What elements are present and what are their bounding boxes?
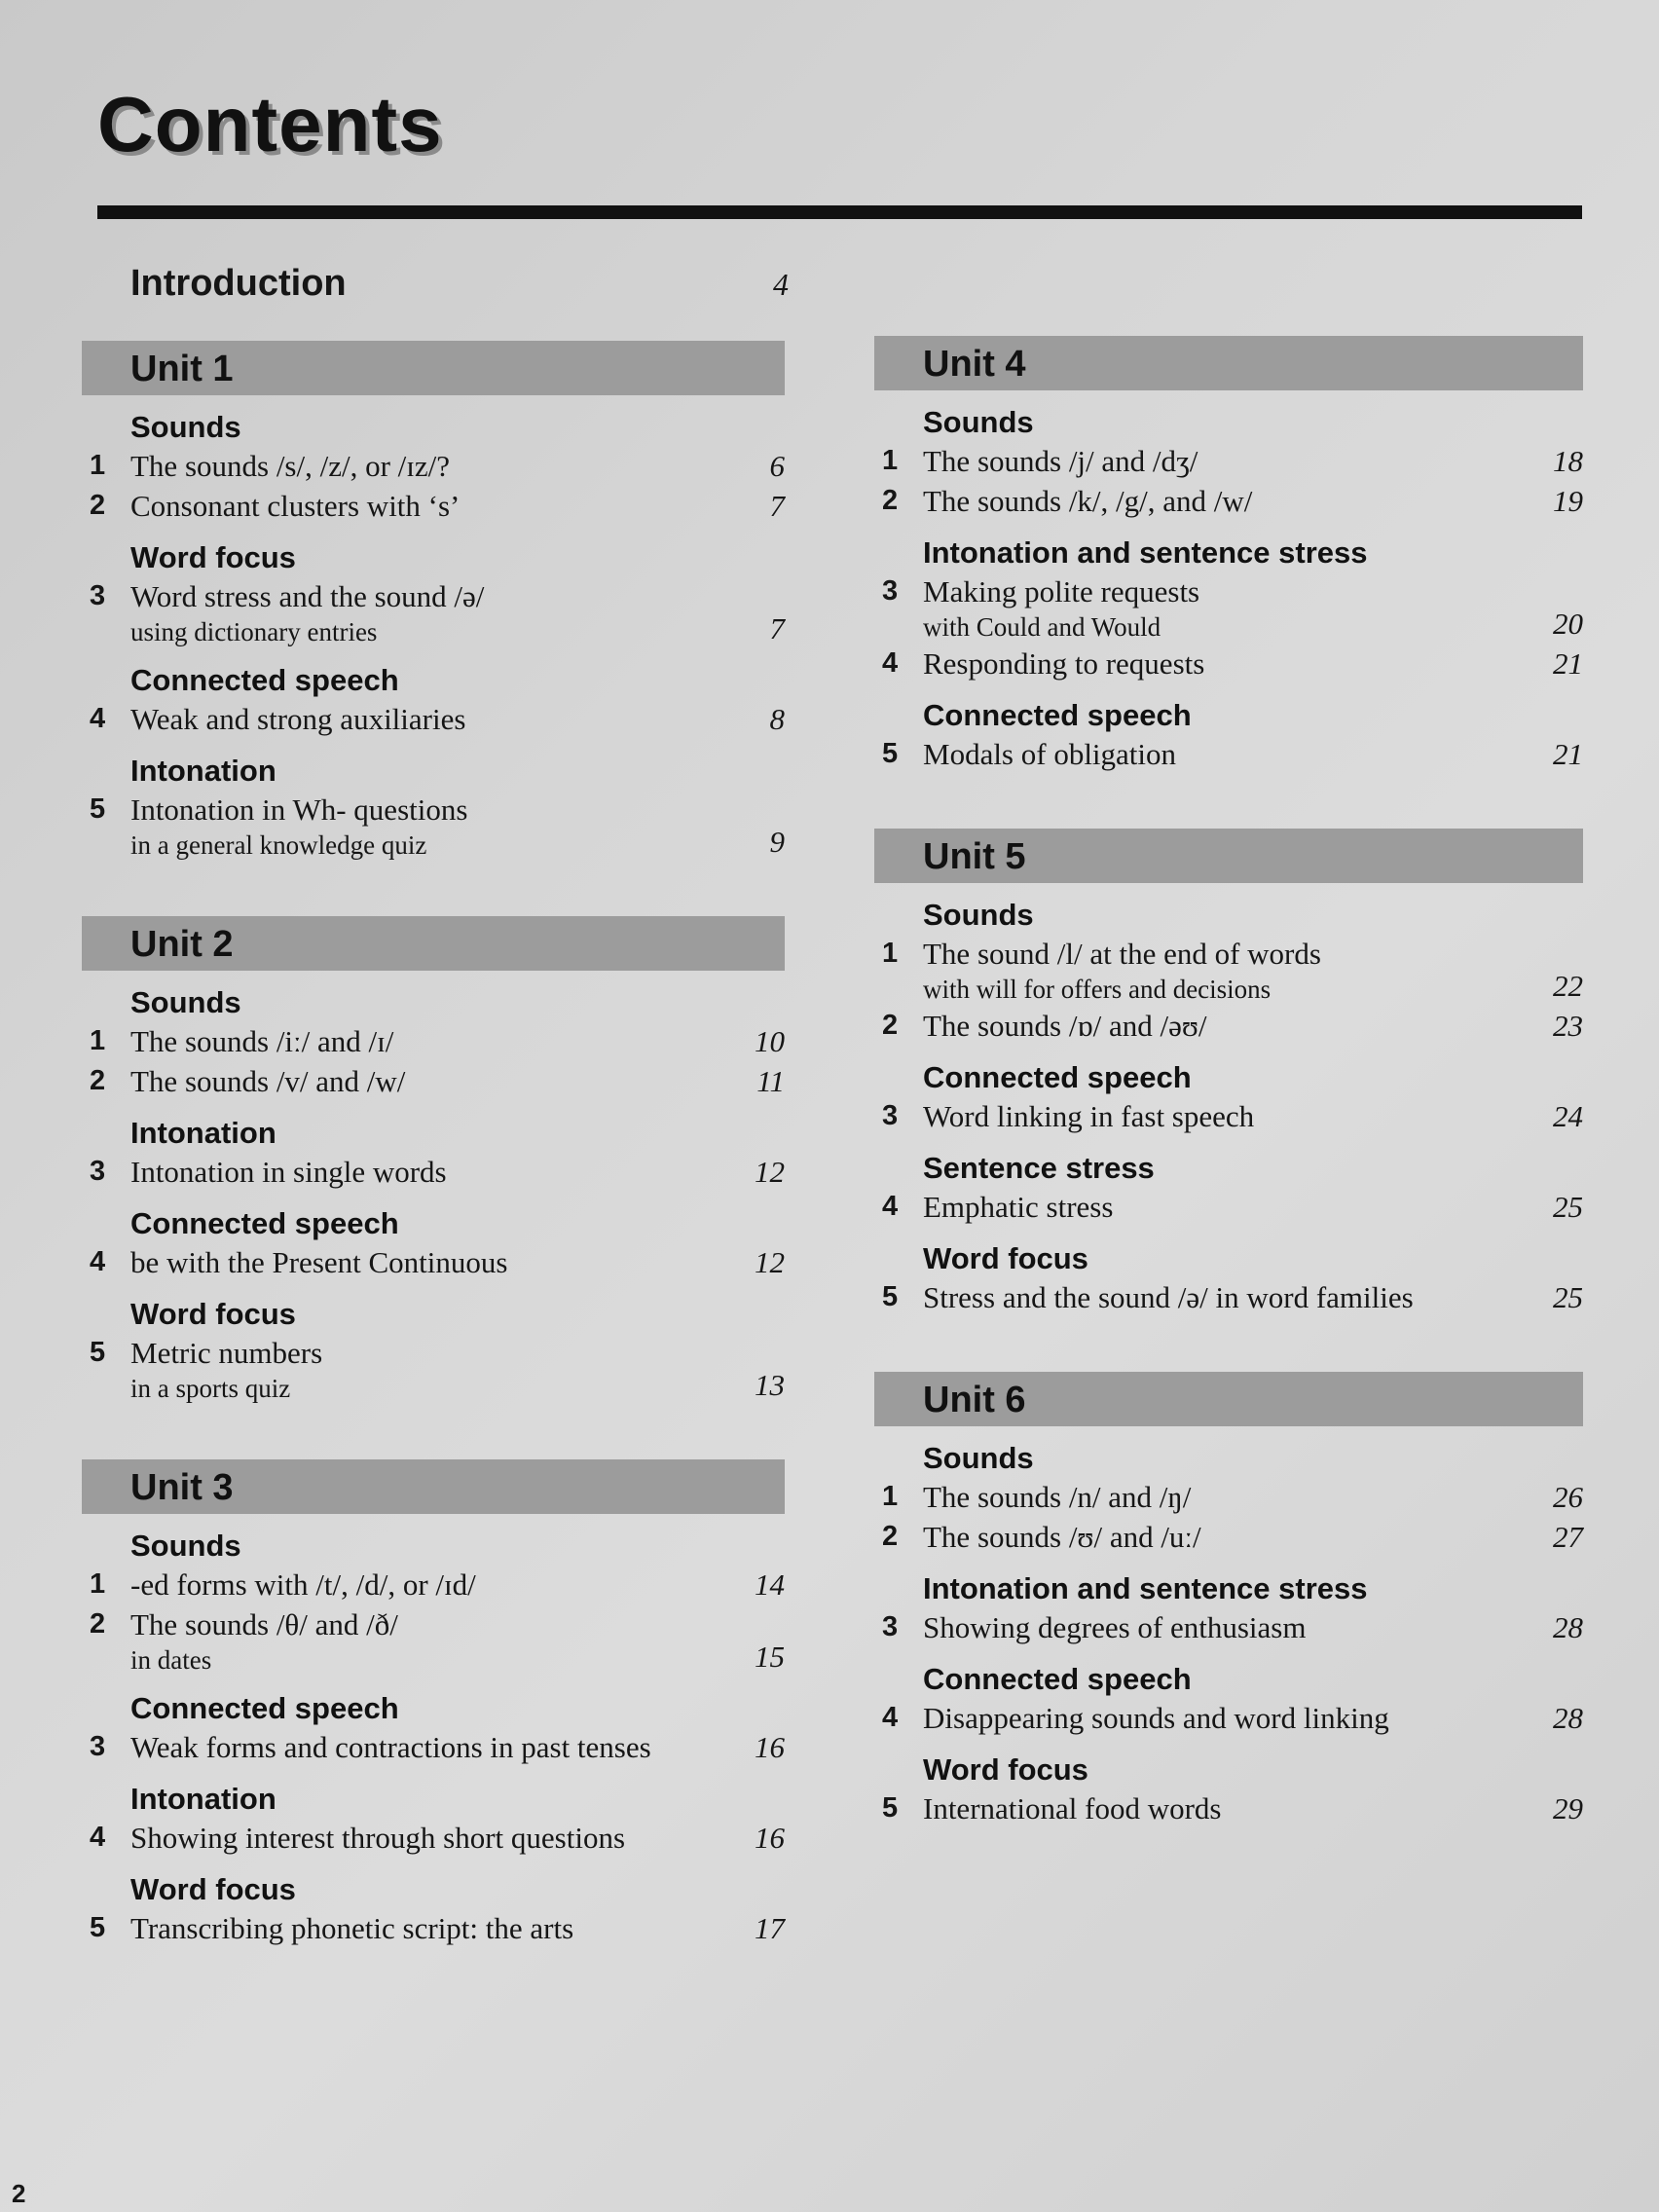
- title-rule: [97, 205, 1582, 219]
- entry-title: International food words: [923, 1791, 1222, 1825]
- section: [82, 1781, 785, 1858]
- entry-number: 2: [90, 1608, 106, 1640]
- entry-title: The sounds /k/, /g/, and /w/: [923, 484, 1253, 518]
- unit-heading[interactable]: Unit 4: [874, 336, 1583, 390]
- section: [82, 984, 785, 1101]
- introduction-label: Introduction: [130, 263, 347, 304]
- entry-subtitle: with will for offers and decisions: [923, 975, 1272, 1004]
- section: [82, 1528, 785, 1677]
- entry-subtitle: in a general knowledge quiz: [130, 830, 427, 860]
- entry-number: 4: [882, 1702, 899, 1733]
- toc-entry[interactable]: [82, 1021, 785, 1061]
- entry-page: 7: [769, 489, 785, 523]
- section-heading: Connected speech: [923, 1060, 1192, 1094]
- section-heading: Connected speech: [923, 1662, 1192, 1696]
- section: [874, 1059, 1583, 1136]
- section: [874, 1440, 1583, 1557]
- section: [82, 1690, 785, 1767]
- entry-title: The sounds /s/, /z/, or /ɪz/?: [130, 449, 451, 483]
- unit-block: [874, 829, 1583, 1317]
- entry-number: 2: [882, 1010, 899, 1041]
- entry-page: 26: [1553, 1480, 1583, 1514]
- toc-entry[interactable]: [82, 790, 785, 862]
- section: [874, 1661, 1583, 1738]
- section-heading: Sounds: [130, 410, 241, 444]
- entry-title: Word linking in fast speech: [923, 1099, 1255, 1133]
- entry-number: 3: [882, 1100, 899, 1131]
- toc-entry[interactable]: [82, 486, 785, 526]
- toc-entry[interactable]: [874, 1477, 1583, 1517]
- entry-page: 18: [1553, 444, 1583, 478]
- toc-entry[interactable]: [82, 1604, 785, 1677]
- entry-number: 4: [90, 1246, 106, 1277]
- section-heading: Connected speech: [923, 698, 1192, 732]
- section-heading: Sounds: [923, 1441, 1034, 1475]
- section: [874, 697, 1583, 774]
- toc-entry[interactable]: [82, 1727, 785, 1767]
- entry-page: 28: [1553, 1610, 1583, 1644]
- entry-page: 7: [769, 611, 785, 645]
- entry-title: Transcribing phonetic script: the arts: [130, 1911, 574, 1945]
- entry-number: 4: [882, 1191, 899, 1222]
- entry-page: 8: [769, 702, 785, 736]
- entry-page: 6: [769, 449, 785, 483]
- toc-entry[interactable]: [874, 1788, 1583, 1828]
- section-heading: Connected speech: [130, 1691, 399, 1725]
- toc-entry[interactable]: [82, 1333, 785, 1405]
- toc-entry[interactable]: [874, 1517, 1583, 1557]
- toc-entry[interactable]: [874, 1698, 1583, 1738]
- toc-entry[interactable]: [82, 1908, 785, 1948]
- entry-title: Modals of obligation: [923, 737, 1177, 771]
- entry-subtitle: in a sports quiz: [130, 1374, 291, 1403]
- entry-page: 16: [755, 1821, 785, 1855]
- entry-title: -ed forms with /t/, /d/, or /ɪd/: [130, 1567, 476, 1602]
- entry-page: 27: [1553, 1520, 1583, 1554]
- right-column: [874, 336, 1583, 1883]
- section: [82, 1871, 785, 1948]
- entry-page: 23: [1553, 1009, 1583, 1043]
- entry-title: Stress and the sound /ə/ in word families: [923, 1280, 1414, 1314]
- section: [874, 1570, 1583, 1647]
- section: [82, 539, 785, 648]
- toc-entry[interactable]: [82, 1565, 785, 1604]
- unit-heading[interactable]: Unit 6: [874, 1372, 1583, 1426]
- toc-entry[interactable]: [874, 1187, 1583, 1227]
- unit-block: [874, 1372, 1583, 1828]
- entry-page: 11: [756, 1064, 785, 1098]
- unit-block: [82, 916, 785, 1405]
- introduction-page: 4: [773, 267, 789, 302]
- entry-title: Responding to requests: [923, 646, 1205, 681]
- entry-title: The sounds /ɒ/ and /əʊ/: [923, 1009, 1207, 1043]
- entry-number: 2: [882, 485, 899, 516]
- entry-page: 21: [1553, 646, 1583, 681]
- entry-page: 12: [755, 1245, 785, 1279]
- entry-title: Making polite requests: [923, 574, 1200, 608]
- toc-entry[interactable]: [874, 1006, 1583, 1046]
- toc-entry[interactable]: [874, 441, 1583, 481]
- section: [874, 897, 1583, 1046]
- section: [874, 1751, 1583, 1828]
- section-heading: Word focus: [923, 1241, 1088, 1275]
- section-heading: Sounds: [923, 405, 1034, 439]
- entry-number: 1: [90, 450, 106, 481]
- toc-entry[interactable]: [874, 644, 1583, 683]
- entry-number: 1: [882, 1481, 899, 1512]
- section-heading: Intonation: [130, 1116, 276, 1150]
- entry-number: 5: [90, 1912, 106, 1943]
- entry-page: 14: [755, 1567, 785, 1602]
- section-heading: Connected speech: [130, 663, 399, 697]
- entry-title: Showing interest through short questions: [130, 1821, 626, 1855]
- section: [82, 1115, 785, 1192]
- entry-title: The sounds /θ/ and /ð/: [130, 1607, 398, 1641]
- entry-title: Metric numbers: [130, 1336, 323, 1370]
- entry-title: be with the Present Continuous: [130, 1245, 508, 1279]
- section: [82, 409, 785, 526]
- entry-title: The sound /l/ at the end of words: [923, 937, 1321, 971]
- section-heading: Sounds: [130, 1529, 241, 1563]
- introduction-entry[interactable]: [130, 263, 789, 305]
- entry-number: 1: [90, 1568, 106, 1600]
- entry-number: 1: [882, 938, 899, 969]
- toc-entry[interactable]: [82, 1152, 785, 1192]
- entry-title: Consonant clusters with ‘s’: [130, 489, 461, 523]
- entry-number: 5: [882, 1792, 899, 1824]
- entry-page: 17: [755, 1911, 785, 1945]
- section-heading: Word focus: [130, 1872, 296, 1906]
- entry-title: The sounds /ʊ/ and /uː/: [923, 1520, 1201, 1554]
- entry-title: The sounds /n/ and /ŋ/: [923, 1480, 1192, 1514]
- entry-title: Word stress and the sound /ə/: [130, 579, 485, 613]
- unit-heading[interactable]: Unit 5: [874, 829, 1583, 883]
- entry-title: Disappearing sounds and word linking: [923, 1701, 1389, 1735]
- entry-number: 5: [882, 738, 899, 769]
- entry-number: 1: [90, 1025, 106, 1056]
- entry-number: 5: [882, 1281, 899, 1312]
- entry-page: 10: [755, 1024, 785, 1058]
- entry-number: 2: [90, 490, 106, 521]
- unit-heading[interactable]: Unit 3: [82, 1459, 785, 1514]
- toc-entry[interactable]: [874, 734, 1583, 774]
- toc-entry[interactable]: [82, 1061, 785, 1101]
- section: [82, 753, 785, 862]
- section-heading: Sounds: [130, 985, 241, 1019]
- toc-entry[interactable]: [874, 1607, 1583, 1647]
- entry-number: 4: [882, 647, 899, 679]
- toc-entry[interactable]: [82, 1818, 785, 1858]
- entry-number: 3: [882, 575, 899, 607]
- entry-title: The sounds /iː/ and /ɪ/: [130, 1024, 394, 1058]
- entry-title: Showing degrees of enthusiasm: [923, 1610, 1307, 1644]
- section-heading: Intonation: [130, 1782, 276, 1816]
- entry-page: 12: [755, 1155, 785, 1189]
- section-heading: Word focus: [923, 1752, 1088, 1787]
- section-heading: Word focus: [130, 1297, 296, 1331]
- entry-subtitle: using dictionary entries: [130, 617, 378, 646]
- page-number: 2: [12, 2179, 26, 2208]
- section-heading: Sentence stress: [923, 1151, 1155, 1185]
- entry-title: Intonation in Wh- questions: [130, 793, 468, 827]
- entry-number: 4: [90, 703, 106, 734]
- section: [874, 1240, 1583, 1317]
- section-heading: Connected speech: [130, 1206, 399, 1240]
- section-heading: Sounds: [923, 898, 1034, 932]
- section-heading: Word focus: [130, 540, 296, 574]
- section: [874, 1150, 1583, 1227]
- entry-title: Emphatic stress: [923, 1190, 1114, 1224]
- entry-number: 3: [90, 580, 106, 611]
- entry-title: Intonation in single words: [130, 1155, 447, 1189]
- unit-heading[interactable]: Unit 1: [82, 341, 785, 395]
- section: [82, 1296, 785, 1405]
- section-heading: Intonation and sentence stress: [923, 535, 1368, 570]
- section-heading: Intonation: [130, 754, 276, 788]
- toc-entry[interactable]: [874, 481, 1583, 521]
- entry-title: Weak and strong auxiliaries: [130, 702, 466, 736]
- entry-number: 3: [90, 1731, 106, 1762]
- section: [874, 535, 1583, 683]
- entry-page: 19: [1553, 484, 1583, 518]
- entry-page: 15: [755, 1640, 785, 1674]
- entry-number: 5: [90, 793, 106, 825]
- section-heading: Intonation and sentence stress: [923, 1571, 1368, 1605]
- entry-page: 24: [1553, 1099, 1583, 1133]
- section: [82, 1205, 785, 1282]
- toc-entry[interactable]: [874, 1096, 1583, 1136]
- entry-page: 9: [769, 825, 785, 859]
- page-title: Contents: [97, 81, 443, 167]
- entry-page: 29: [1553, 1791, 1583, 1825]
- entry-number: 2: [90, 1065, 106, 1096]
- entry-subtitle: in dates: [130, 1645, 212, 1675]
- entry-title: The sounds /j/ and /dʒ/: [923, 444, 1198, 478]
- entry-page: 22: [1553, 969, 1583, 1003]
- toc-entry[interactable]: [82, 446, 785, 486]
- unit-heading[interactable]: Unit 2: [82, 916, 785, 971]
- entry-title: Weak forms and contractions in past tenses: [130, 1730, 651, 1764]
- entry-number: 1: [882, 445, 899, 476]
- entry-number: 3: [90, 1156, 106, 1187]
- toc-entry[interactable]: [82, 699, 785, 739]
- section: [874, 404, 1583, 521]
- entry-number: 2: [882, 1521, 899, 1552]
- entry-page: 13: [755, 1368, 785, 1402]
- entry-number: 5: [90, 1337, 106, 1368]
- entry-subtitle: with Could and Would: [923, 612, 1161, 642]
- toc-entry[interactable]: [874, 1277, 1583, 1317]
- toc-entry[interactable]: [82, 576, 785, 648]
- entry-page: 20: [1553, 607, 1583, 641]
- unit-block: [874, 336, 1583, 774]
- entry-number: 4: [90, 1822, 106, 1853]
- entry-page: 28: [1553, 1701, 1583, 1735]
- entry-title: The sounds /v/ and /w/: [130, 1064, 406, 1098]
- left-column: [82, 341, 785, 2003]
- entry-page: 21: [1553, 737, 1583, 771]
- entry-page: 25: [1553, 1280, 1583, 1314]
- unit-block: [82, 1459, 785, 1948]
- toc-entry[interactable]: [82, 1242, 785, 1282]
- entry-page: 16: [755, 1730, 785, 1764]
- entry-number: 3: [882, 1611, 899, 1642]
- toc-entry[interactable]: [874, 934, 1583, 1006]
- unit-block: [82, 341, 785, 862]
- section: [82, 662, 785, 739]
- entry-page: 25: [1553, 1190, 1583, 1224]
- toc-entry[interactable]: [874, 571, 1583, 644]
